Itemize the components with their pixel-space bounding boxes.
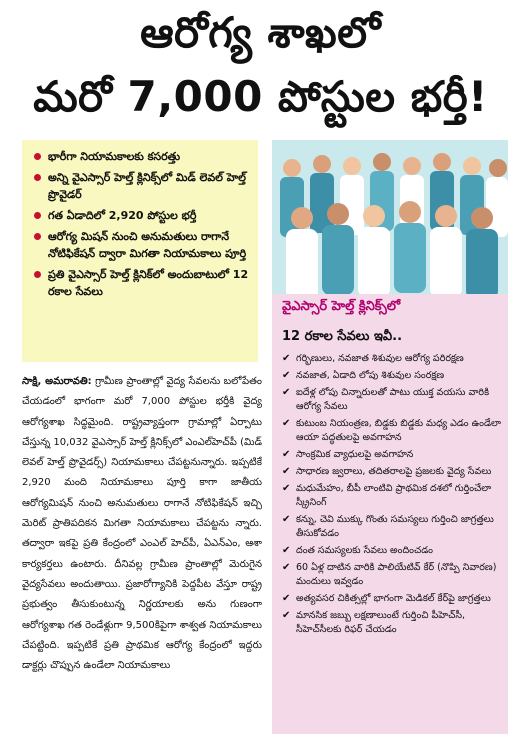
services-box (272, 294, 508, 734)
services-title: వైఎస్సార్ హెల్త్ క్లినిక్స్‌లో (282, 299, 401, 314)
highlight-item: భారీగా నియామకాలకు కసరత్తు (32, 148, 250, 165)
service-item: ✔ గర్భిణులు, నవజాత శిశువుల ఆరోగ్య పరిరక్షణ (282, 352, 502, 366)
medical-staff-illustration (272, 140, 508, 294)
service-item: ✔ కన్ను, చెవి ముక్కు గొంతు సమస్యలు గుర్తించి జాగ్రత్తలు తీసుకోవడం (282, 513, 502, 541)
service-item: ✔ మానసిక జబ్బు లక్షణాలుంటే గుర్తించి పీహెచ్‌సీ, సీహెచ్‌సీలకు రిఫర్ చేయడం (282, 609, 502, 637)
service-item: ✔ అత్యవసర చికిత్సల్లో భాగంగా మెడికల్ కేర్‌పై జాగ్రత్తలు (282, 592, 502, 606)
service-item: ✔ దంత సమస్యలకు సేవలు అందించడం (282, 544, 502, 558)
service-item: ✔ 60 ఏళ్ల దాటిన వారికి పాలియేటివ్ కేర్ (నొప్పి నివారణ) మందులు ఇవ్వడం (282, 561, 502, 589)
services-subtitle: 12 రకాల సేవలు ఇవీ.. (282, 329, 403, 344)
article-text: గ్రామీణ ప్రాంతాల్లో వైద్య సేవలను బలోపేతం చేయడంలో భాగంగా మరో 7,000 పోస్టుల భర్తీకి వైద్య ఆరోగ్యశాఖ సిద్ధమైంది. రాష్ట్రవ్యాప్తంగా గ్రామాల్లో ఏర్పాటు చేస్తున్న 10,032 వైఎస్సార్ హెల్త్ క్లినిక్స్‌లో ఎంఎల్‌హెచ్‌పీ (మిడ్ లెవల్ హెల్త్ ప్రొవైడర్స్) నియామకాలు చేపట్టనున్నారు. ఇప్పటికే 2,920 మంది నియామకాలు పూర్తి కాగా జాతీయ ఆరోగ్యమిషన్ నుంచి అనుమతులు రాగానే నోటిఫికేషన్ ఇచ్చి మెరిట్ ప్రాతిపదికన మిగతా నియామకాలు చేపట్టను న్నారు. తద్వారా ఇకపై ప్రతి కేంద్రంలో ఎంఎల్ హెచ్‌పీ, ఏఎన్‌ఎం, ఆశా కార్యకర్తలు ఉంటారు. దీనివల్ల గ్రామీణ ప్రాంతాల్లో మెరుగైన వైద్యసేవలు అందుతాయి. ప్రజారోగ్యానికి పెద్దపీట వేస్తూ రాష్ట్ర ప్రభుత్వం తీసుకుంటున్న నిర్ణయాలకు అను గుణంగా ఆరోగ్యశాఖ గత రెండేళ్లుగా 9,500కిపైగా శాశ్వత నియామకాలు చేపట్టింది. ఇప్పటికే ప్రతి ప్రాథమిక ఆరోగ్య కేంద్రంలో ఇద్దరు డాక్టర్లు చొప్పున ఉండేలా నియామకాలు (22, 376, 262, 672)
service-item: ✔ సాధారణ జ్వరాలు, తదితరాలపై ప్రజలకు వైద్య సేవలు (282, 465, 502, 479)
highlights-list (32, 148, 250, 300)
headline-line-1: ఆరోగ్య శాఖలో (140, 8, 381, 57)
highlight-item: ఆరోగ్య మిషన్ నుంచి అనుమతులు రాగానే నోటిఫికేషన్ ద్వారా మిగతా నియామకాలు పూర్తి (32, 228, 250, 262)
highlight-item: ప్రతి వైఎస్సార్ హెల్త్ క్లినిక్‌లో అందుబాటులో 12 రకాల సేవలు (32, 266, 250, 300)
highlight-item: అన్ని వైఎస్సార్ హెల్త్ క్లినిక్స్‌లో మిడ్ లెవల్ హెల్త్ ప్రొవైడర్ (32, 169, 250, 203)
highlight-item: గత ఏడాదిలో 2,920 పోస్టుల భర్తీ (32, 207, 250, 224)
article-body (22, 372, 262, 676)
article-dateline: సాక్షి, అమరావతి: (22, 376, 92, 387)
service-item: ✔ మధుమేహం, బీపీ లాంటివి ప్రాథమిక దశలో గుర్తించేలా స్క్రీనింగ్ (282, 482, 502, 510)
medical-staff-photo (272, 140, 508, 294)
service-item: ✔ ఐదేళ్ల లోపు చిన్నారులతో పాటు యుక్త వయసు వారికి ఆరోగ్య సేవలు (282, 386, 502, 414)
highlights-box (22, 140, 258, 362)
headline-line-2: మరో 7,000 పోస్టుల భర్తీ! (33, 72, 488, 121)
service-item: ✔ నవజాత, ఏడాది లోపు శిశువుల సంరక్షణ (282, 369, 502, 383)
services-list (282, 352, 502, 637)
service-item: ✔ కుటుంబ నియంత్రణ, బిడ్డకు బిడ్డకు మధ్య ఎడం ఉండేలా ఆయా పద్ధతులపై అవగాహన (282, 417, 502, 445)
service-item: ✔ సాంక్రమిక వ్యాధులపై అవగాహన (282, 448, 502, 462)
